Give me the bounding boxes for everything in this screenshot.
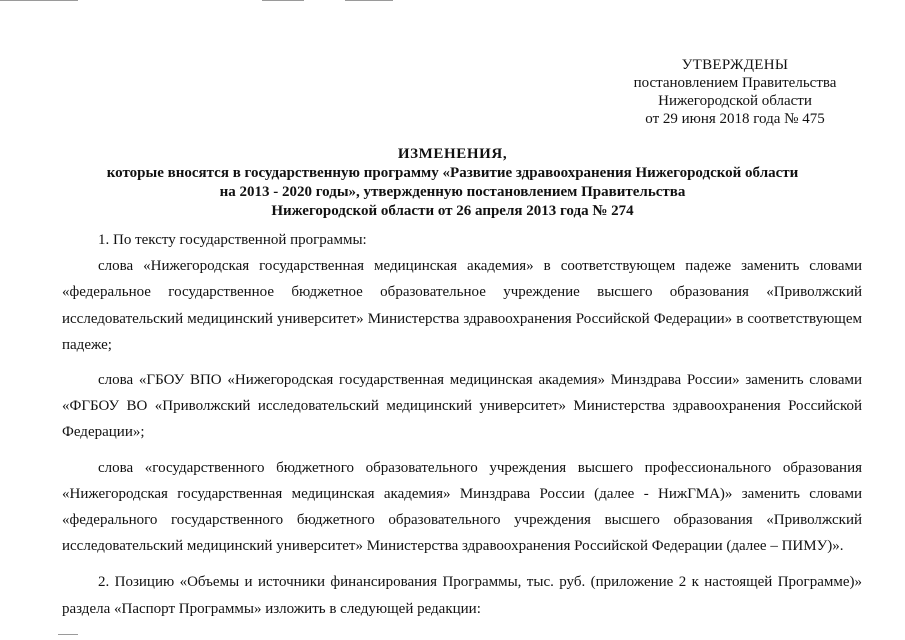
scan-artifact-line [262,0,304,1]
paragraph-item-1: 1. По тексту государственной программы: [98,232,367,248]
title-line: на 2013 - 2020 годы», утвержденную постановлением Правительства [219,184,686,200]
title-line: Нижегородской области от 26 апреля 2013 года № 274 [271,203,634,219]
approval-line: Нижегородской области [658,93,812,109]
paragraph-item-2: 2. Позицию «Объемы и источники финансирования Программы, тыс. руб. (приложение 2 к настоящей Программе)» раздела «Паспорт Программы» изложить в следующей редакции: [62,574,862,617]
title-heading: ИЗМЕНЕНИЯ, [397,146,508,162]
approval-heading: УТВЕРЖДЕНЫ [681,57,789,73]
document-body [62,227,862,622]
paragraph: слова «государственного бюджетного образовательного учреждения высшего профессионального образования «Нижегородская государственная медицинская академия» Минздрава России (далее - НижГМА)» заменить словами «федерального государственного бюджетного образовательного учреждения высшего образования «Приволжский исследовательский медицинский университет» Министерства здравоохранения Российской Федерации (далее – ПИМУ)». [62,459,862,555]
paragraph: слова «ГБОУ ВПО «Нижегородская государственная медицинская академия» Минздрава России» заменить словами «ФГБОУ ВО «Приволжский исследовательский медицинский университет» Министерства здравоохранения Российской Федерации»; [62,372,862,441]
approval-stamp [600,56,870,128]
document-title [70,145,835,221]
title-line: которые вносятся в государственную программу «Развитие здравоохранения Нижегородской области [106,165,799,181]
approval-line: постановлением Правительства [633,75,837,91]
approval-date-line: от 29 июня 2018 года № 475 [645,111,825,127]
scan-artifact-line [0,0,78,1]
scan-artifact-line [345,0,393,1]
scan-artifact-line [58,634,78,635]
paragraph: слова «Нижегородская государственная медицинская академия» в соответствующем падеже заменить словами «федеральное государственное бюджетное образовательное учреждение высшего образования «Приволжский исследовательский медицинский университет» Министерства здравоохранения Российской Федерации» в соответствующем падеже; [62,258,862,353]
